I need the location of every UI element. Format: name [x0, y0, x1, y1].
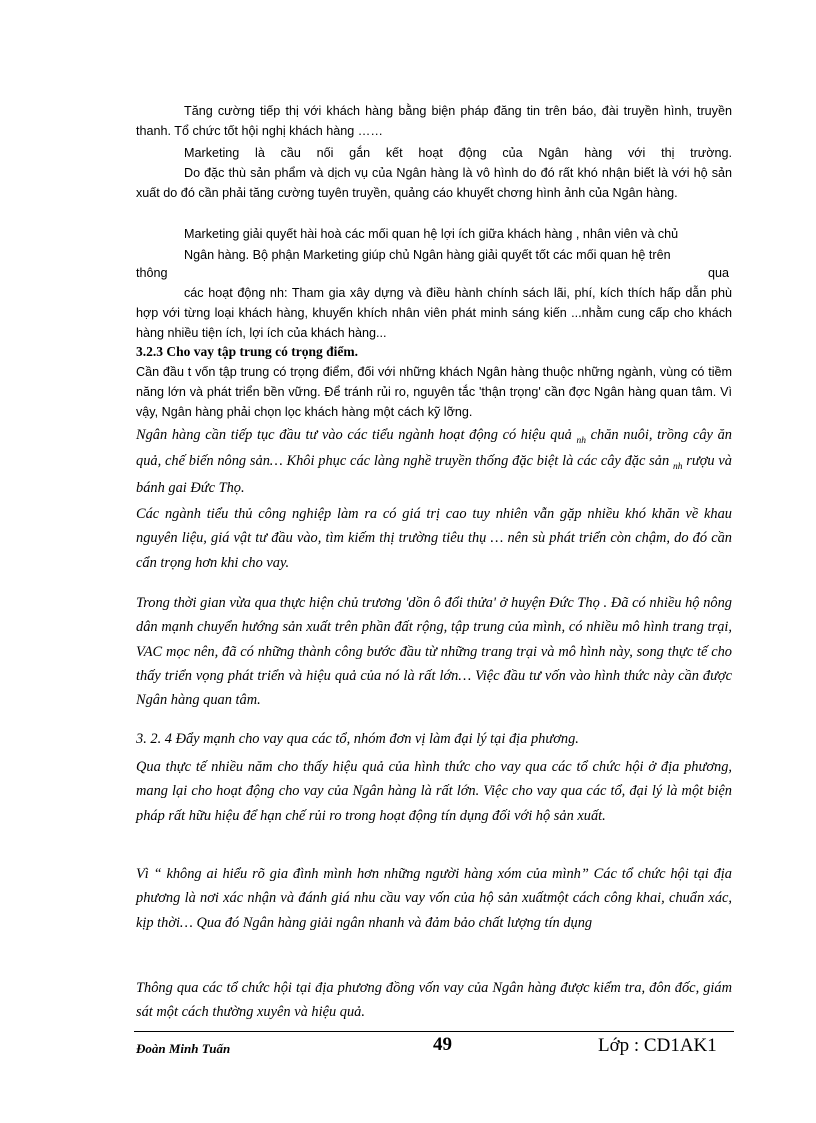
word-thong: thông	[136, 266, 168, 280]
sub-sectors-nh-2: nh	[672, 462, 683, 473]
paragraph-land-consolidation: Trong thời gian vừa qua thực hiện chủ trương 'dồn ô đổi thửa' ở huyện Đức Thọ . Đã có nhiều hộ nông dân mạnh chuyển hướng sản xuất trên phần đất rộng, tập trung của mình, có nhiều mô hình trang trại, VAC mọc nên, đã có những thành công bước đầu từ những trang trại và mô hình này, song thực tế cho thấy triển vọng phát triển và hiệu quả của nó là rất lớn… Việc đầu tư vốn vào hình thức này cần được Ngân hàng quan tâm.	[136, 595, 732, 709]
paragraph-marketing-balance: Marketing giải quyết hài hoà các mối quan hệ lợi ích giữa khách hàng , nhân viên và chủ	[184, 227, 679, 241]
sub-sectors-text-3: rượu và bánh gai Đức Thọ.	[136, 453, 732, 496]
paragraph-sub-sectors	[136, 423, 732, 500]
paragraph-group-lending: Qua thực tế nhiều năm cho thấy hiệu quả của hình thức cho vay qua các tổ chức hội ở địa phương, mang lại cho hoạt động cho vay của Ngân hàng là rất lớn. Việc cho vay qua các tổ, đại lý là một biện pháp rất hữu hiệu để hạn chế rủi ro trong hoạt động tín dụng đối với hộ sản xuất.	[136, 759, 732, 824]
footer-author: Đoàn Minh Tuấn	[136, 1041, 231, 1056]
paragraph-product-nature: Do đặc thù sản phẩm và dịch vụ của Ngân hàng là vô hình do đó rất khó nhận biết là với hộ sản xuất do đó cần phải tăng cường tuyên truyền, quảng cáo khuyết chơng hình ảnh của Ngân hàng.	[136, 166, 732, 200]
footer-class-label: Lớp : CD1AK1	[598, 1035, 717, 1056]
word-qua: qua	[708, 266, 730, 280]
heading-3-2-4: 3. 2. 4 Đẩy mạnh cho vay qua các tổ, nhóm đơn vị làm đại lý tại địa phương.	[136, 731, 579, 747]
paragraph-activities	[136, 283, 732, 343]
paragraph-marketing-ads: Tăng cường tiếp thị với khách hàng bằng biện pháp đăng tin trên báo, đài truyền hình, truyền thanh. Tổ chức tốt hội nghị khách hàng ……	[136, 104, 732, 138]
sub-sectors-text-2: chăn nuôi, trồng cây ăn quả, chế biến nông sản… Khôi phục các làng nghề truyền thống đặc biệt là các cây đặc sản	[136, 427, 732, 470]
activities-lead: các hoạt động nh:	[184, 286, 288, 300]
paragraph-local-associations: Vì “ không ai hiểu rõ gia đình mình hơn những người hàng xóm của mình” Các tổ chức hội tại địa phương là nơi xác nhận và đánh giá nhu cầu vay vốn của hộ sản xuấtmột cách công khai, chuẩn xác, kịp thời… Qua đó Ngân hàng giải ngân nhanh và đảm bảo chất lượng tín dụng	[136, 866, 732, 931]
paragraph-focused-lending: Cần đầu t vốn tập trung có trọng điểm, đối với những khách Ngân hàng thuộc những ngành, vùng có tiềm năng lớn và phát triển bền vững. Để tránh rủi ro, nguyên tắc 'thận trọng' cần đợc Ngân hàng quan tâm. Vì vậy, Ngân hàng phải chọn lọc khách hàng một cách kỹ lỡng.	[136, 365, 732, 419]
paragraph-supervision: Thông qua các tổ chức hội tại địa phương đồng vốn vay của Ngân hàng được kiểm tra, đôn đốc, giám sát một cách thường xuyên và hiệu quả.	[136, 980, 732, 1021]
paragraph-marketing-bridge: Marketing là cầu nối gắn kết hoạt động của Ngân hàng với thị trường.	[184, 146, 732, 160]
page-number: 49	[433, 1034, 452, 1055]
sub-sectors-text-1: Ngân hàng cần tiếp tục đầu tư vào các tiểu ngành hoạt động có hiệu quả	[136, 427, 577, 443]
footer-divider	[134, 1031, 734, 1032]
paragraph-marketing-department: Ngân hàng. Bộ phận Marketing giúp chủ Ngân hàng giải quyết tốt các mối quan hệ trên	[184, 248, 671, 262]
paragraph-handicrafts: Các ngành tiểu thủ công nghiệp làm ra có giá trị cao tuy nhiên vẫn gặp nhiều khó khăn về khau nguyên liệu, giá vật tư đầu vào, tìm kiếm thị trường tiêu thụ … nên sù phát triển còn chậm, do đó cần cẩn trọng hơn khi cho vay.	[136, 506, 732, 571]
heading-3-2-3: 3.2.3 Cho vay tập trung có trọng điểm.	[136, 344, 358, 359]
activities-text: Tham gia xây dựng và điều hành chính sách lãi, phí, kích thích hấp dẫn phù hợp với từng loại khách hàng, khuyến khích nhân viên phát minh sáng kiến ...nhằm cung cấp cho khách hàng nhiều tiện ích, lợi ích của khách hàng...	[136, 286, 732, 340]
sub-sectors-nh-1: nh	[576, 436, 586, 446]
